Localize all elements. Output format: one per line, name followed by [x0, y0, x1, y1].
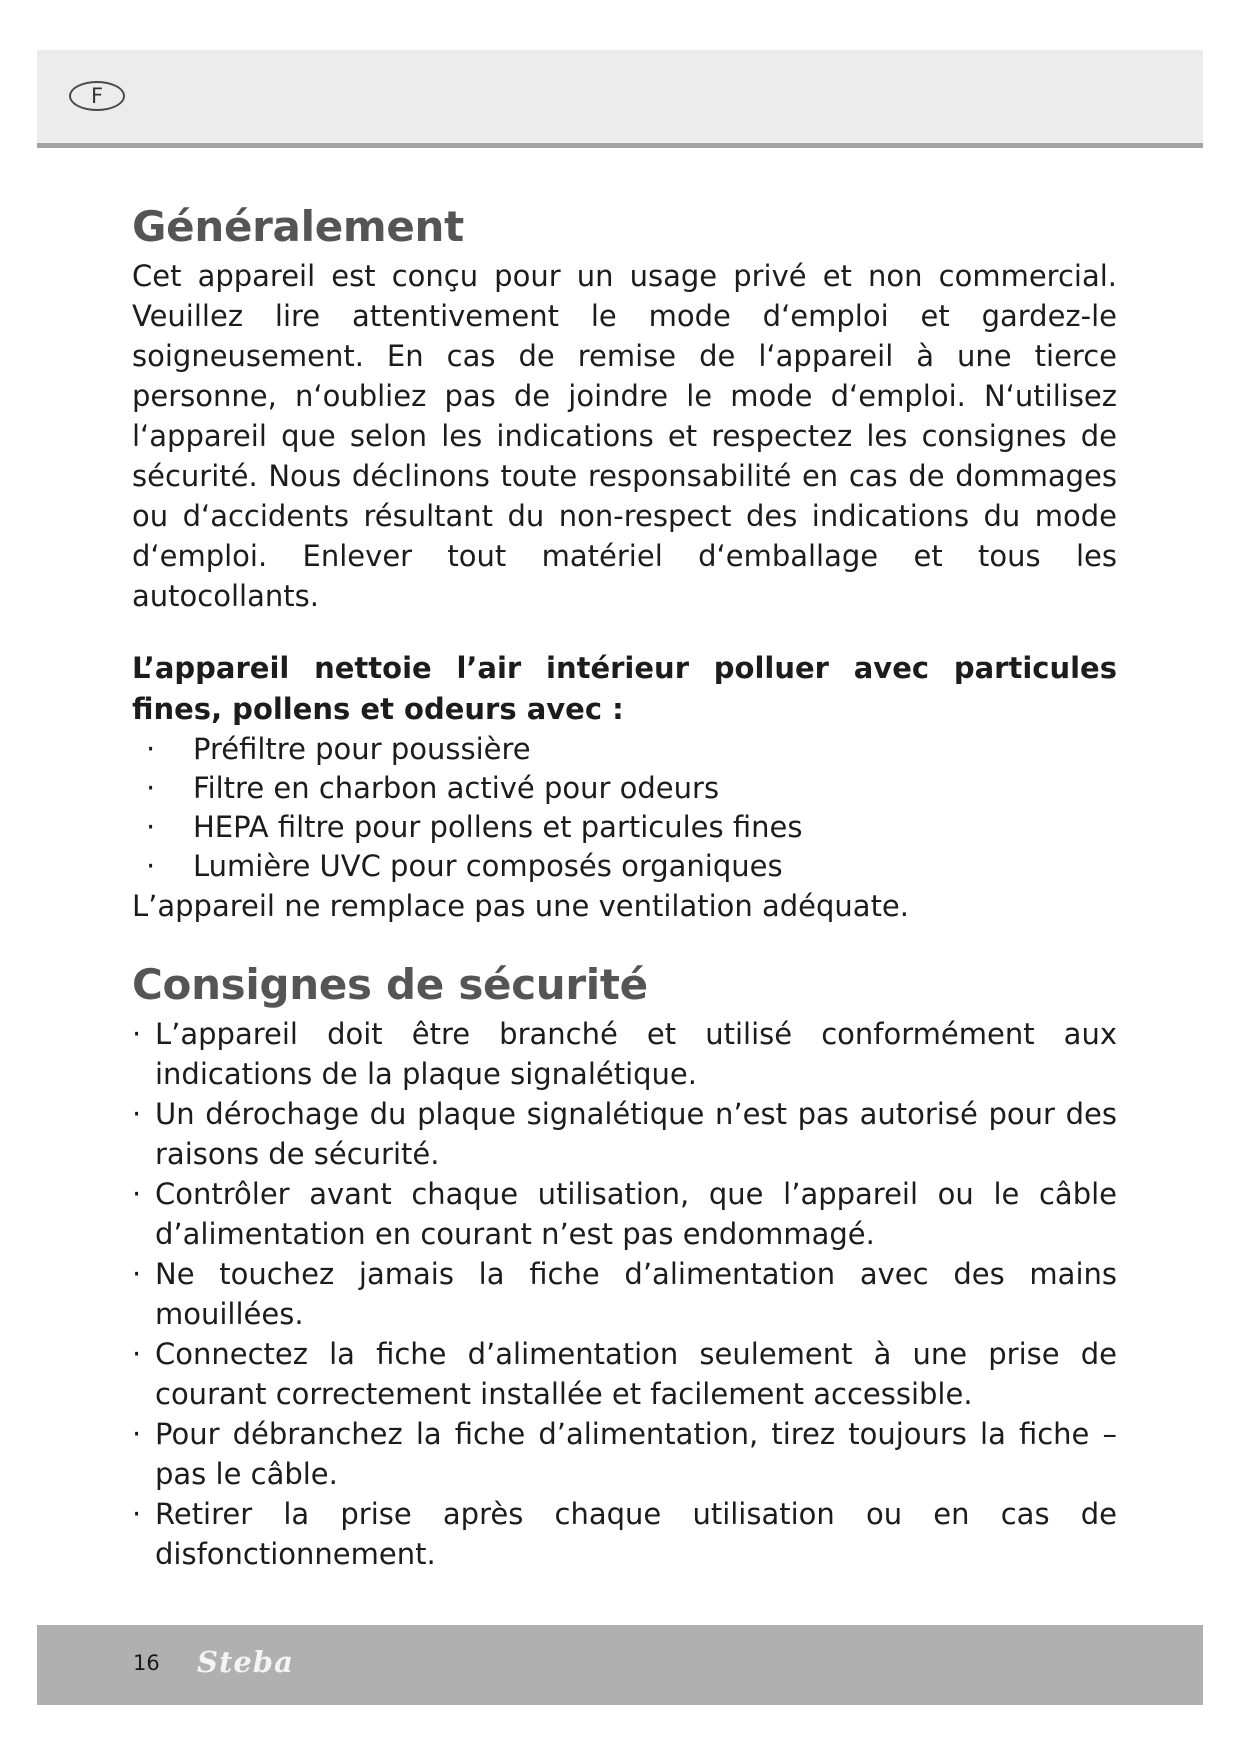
list-item [132, 1334, 1117, 1414]
list-item [132, 730, 1117, 769]
feature-text: HEPA filtre pour pollens et particules fines [193, 810, 803, 844]
list-item [132, 1414, 1117, 1494]
bullet-icon: · [132, 1497, 142, 1531]
page-content [132, 198, 1117, 1574]
bullet-icon: · [146, 810, 156, 844]
brand-logo: Steba [197, 1645, 294, 1679]
bullet-icon: · [132, 1177, 142, 1211]
safety-text: Ne touchez jamais la fiche d’alimentation avec des mains mouillées. [155, 1257, 1117, 1331]
list-item [132, 769, 1117, 808]
safety-text: L’appareil doit être branché et utilisé conformément aux indications de la plaque signalétique. [155, 1017, 1117, 1091]
page-number: 16 [133, 1651, 160, 1675]
safety-text: Connectez la fiche d’alimentation seulement à une prise de courant correctement installée et facilement accessible. [155, 1337, 1117, 1411]
safety-text: Pour débranchez la fiche d’alimentation, tirez toujours la fiche – pas le câble. [155, 1417, 1117, 1491]
safety-section [132, 956, 1117, 1574]
page-header [37, 50, 1203, 148]
bullet-icon: · [132, 1417, 142, 1451]
list-item [132, 1254, 1117, 1334]
feature-text: Préfiltre pour poussière [193, 732, 531, 766]
list-item [132, 1094, 1117, 1174]
safety-text: Contrôler avant chaque utilisation, que l’appareil ou le câble d’alimentation en courant n’est pas endommagé. [155, 1177, 1117, 1251]
general-paragraph: Cet appareil est conçu pour un usage privé et non commercial. Veuillez lire attentivement le mode d‘emploi et gardez-le soigneusement. En cas de remise de l‘appareil à une tierce personne, n‘oubliez pas de joindre le mode d‘emploi. N‘utilisez l‘appareil que selon les indications et respectez les consignes de sécurité. Nous déclinons toute responsabilité en cas de dommages ou d‘accidents résultant du non-respect des indications du mode d‘emploi. Enlever tout matériel d‘emballage et tous les autocollants. [132, 259, 1117, 613]
feature-text: Filtre en charbon activé pour odeurs [193, 771, 720, 805]
bullet-icon: · [132, 1337, 142, 1371]
bullet-icon: · [146, 732, 156, 766]
list-item [132, 808, 1117, 847]
list-item [132, 847, 1117, 886]
section-title-safety: Consignes de sécurité [132, 960, 648, 1009]
bullet-icon: · [132, 1097, 142, 1131]
bullet-icon: · [132, 1257, 142, 1291]
language-badge: F [69, 81, 125, 111]
features-intro: L’appareil nettoie l’air intérieur polluer avec particules fines, pollens et odeurs avec : [132, 651, 1117, 726]
safety-list [132, 1014, 1117, 1574]
page-footer [37, 1625, 1203, 1705]
list-item [132, 1174, 1117, 1254]
bullet-icon: · [132, 1017, 142, 1051]
section-title-general: Généralement [132, 202, 464, 251]
list-item [132, 1494, 1117, 1574]
ventilation-note: L’appareil ne remplace pas une ventilation adéquate. [132, 889, 909, 923]
bullet-icon: · [146, 771, 156, 805]
feature-list [132, 730, 1117, 886]
feature-text: Lumière UVC pour composés organiques [193, 849, 783, 883]
safety-text: Retirer la prise après chaque utilisation ou en cas de disfonctionnement. [155, 1497, 1117, 1571]
bullet-icon: · [146, 849, 156, 883]
list-item [132, 1014, 1117, 1094]
safety-text: Un dérochage du plaque signalétique n’est pas autorisé pour des raisons de sécurité. [155, 1097, 1117, 1171]
